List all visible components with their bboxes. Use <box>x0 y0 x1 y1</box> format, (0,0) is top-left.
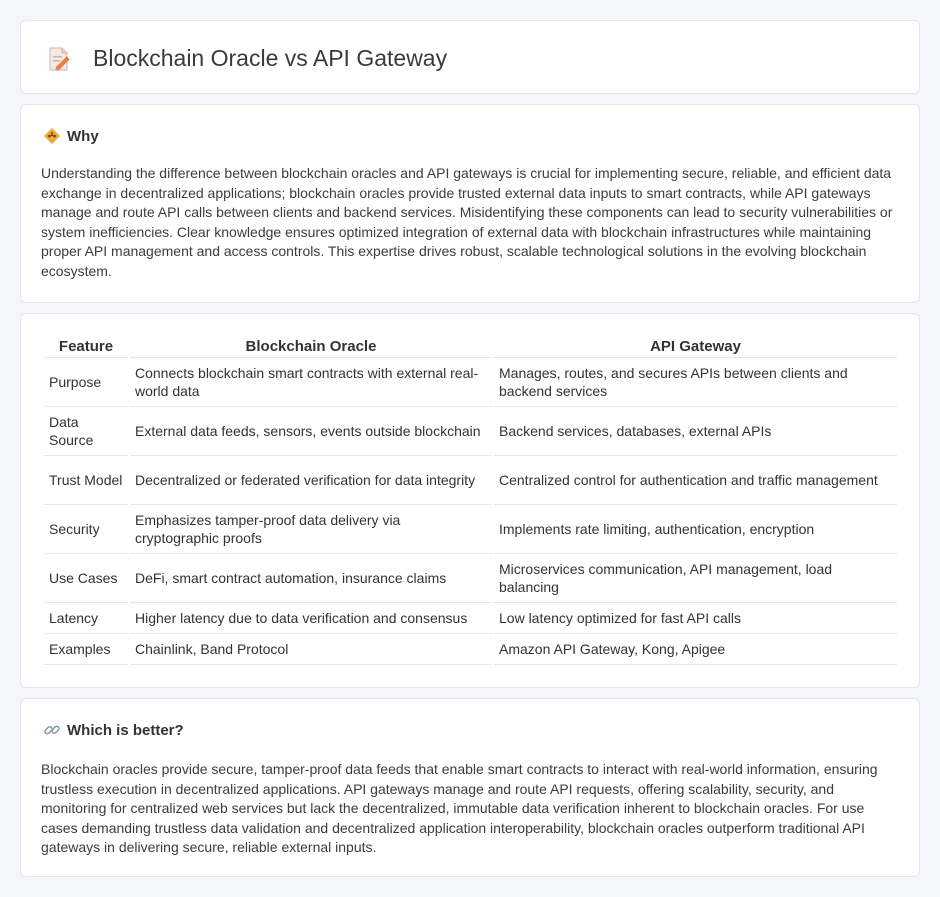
table-header-row <box>44 334 897 358</box>
title-row <box>47 45 447 72</box>
gateway-cell: Implements rate limiting, authentication, encryption <box>494 505 897 554</box>
title-card <box>20 20 920 94</box>
comparison-table <box>42 334 899 665</box>
gateway-cell: Backend services, databases, external APIs <box>494 407 897 456</box>
which-is-better-section <box>20 698 920 877</box>
feature-cell: Data Source <box>44 407 128 456</box>
warning-diamond-icon <box>43 127 61 145</box>
gateway-cell: Microservices communication, API management, load balancing <box>494 554 897 603</box>
oracle-cell: DeFi, smart contract automation, insurance claims <box>130 554 492 603</box>
page-title: Blockchain Oracle vs API Gateway <box>93 45 448 71</box>
gateway-cell: Amazon API Gateway, Kong, Apigee <box>494 634 897 665</box>
oracle-cell: Connects blockchain smart contracts with external real-world data <box>130 358 492 407</box>
feature-cell: Trust Model <box>44 456 128 505</box>
oracle-cell: Higher latency due to data verification and consensus <box>130 603 492 634</box>
why-title: Why <box>67 127 99 145</box>
feature-cell: Latency <box>44 603 128 634</box>
better-paragraph: Blockchain oracles provide secure, tamper-proof data feeds that enable smart contracts to interact with real-world information, ensuring trustless execution in decentralized applications. API gateways manage and route API requests, offering scalability, security, and monitoring for centralized web services but lack the decentralized, immutable data verification inherent to blockchain oracles. For use cases demanding trustless data validation and decentralized application interoperability, blockchain oracles outperform traditional API gateways in delivering secure, reliable external inputs. <box>41 761 878 855</box>
column-header-feature: Feature <box>44 334 128 358</box>
why-heading <box>43 127 99 145</box>
table-row <box>44 505 897 554</box>
link-icon <box>43 721 61 739</box>
column-header-blockchain-oracle: Blockchain Oracle <box>130 334 492 358</box>
better-heading <box>43 721 184 739</box>
gateway-cell: Centralized control for authentication and traffic management <box>494 456 897 505</box>
oracle-cell: External data feeds, sensors, events outside blockchain <box>130 407 492 456</box>
feature-cell: Examples <box>44 634 128 665</box>
table-row <box>44 634 897 665</box>
why-paragraph: Understanding the difference between blockchain oracles and API gateways is crucial for implementing secure, reliable, and efficient data exchange in decentralized applications; blockchain oracles provide trusted external data inputs to smart contracts, while API gateways manage and route API calls between clients and backend services. Misidentifying these components can lead to security vulnerabilities or system inefficiencies. Clear knowledge ensures optimized integration of external data with blockchain infrastructures while maintaining proper API management and access controls. This expertise drives robust, scalable technological solutions in the evolving blockchain ecosystem. <box>41 165 893 279</box>
oracle-cell: Emphasizes tamper-proof data delivery via cryptographic proofs <box>130 505 492 554</box>
table-row <box>44 554 897 603</box>
document-pencil-icon <box>47 46 71 72</box>
table-row <box>44 603 897 634</box>
oracle-cell: Decentralized or federated verification for data integrity <box>130 456 492 505</box>
feature-cell: Security <box>44 505 128 554</box>
comparison-section <box>20 313 920 688</box>
column-header-api-gateway: API Gateway <box>494 334 897 358</box>
table-row <box>44 456 897 505</box>
gateway-cell: Manages, routes, and secures APIs between clients and backend services <box>494 358 897 407</box>
why-section <box>20 104 920 303</box>
gateway-cell: Low latency optimized for fast API calls <box>494 603 897 634</box>
table-row <box>44 407 897 456</box>
feature-cell: Use Cases <box>44 554 128 603</box>
better-title: Which is better? <box>67 721 184 739</box>
table-row <box>44 358 897 407</box>
oracle-cell: Chainlink, Band Protocol <box>130 634 492 665</box>
feature-cell: Purpose <box>44 358 128 407</box>
